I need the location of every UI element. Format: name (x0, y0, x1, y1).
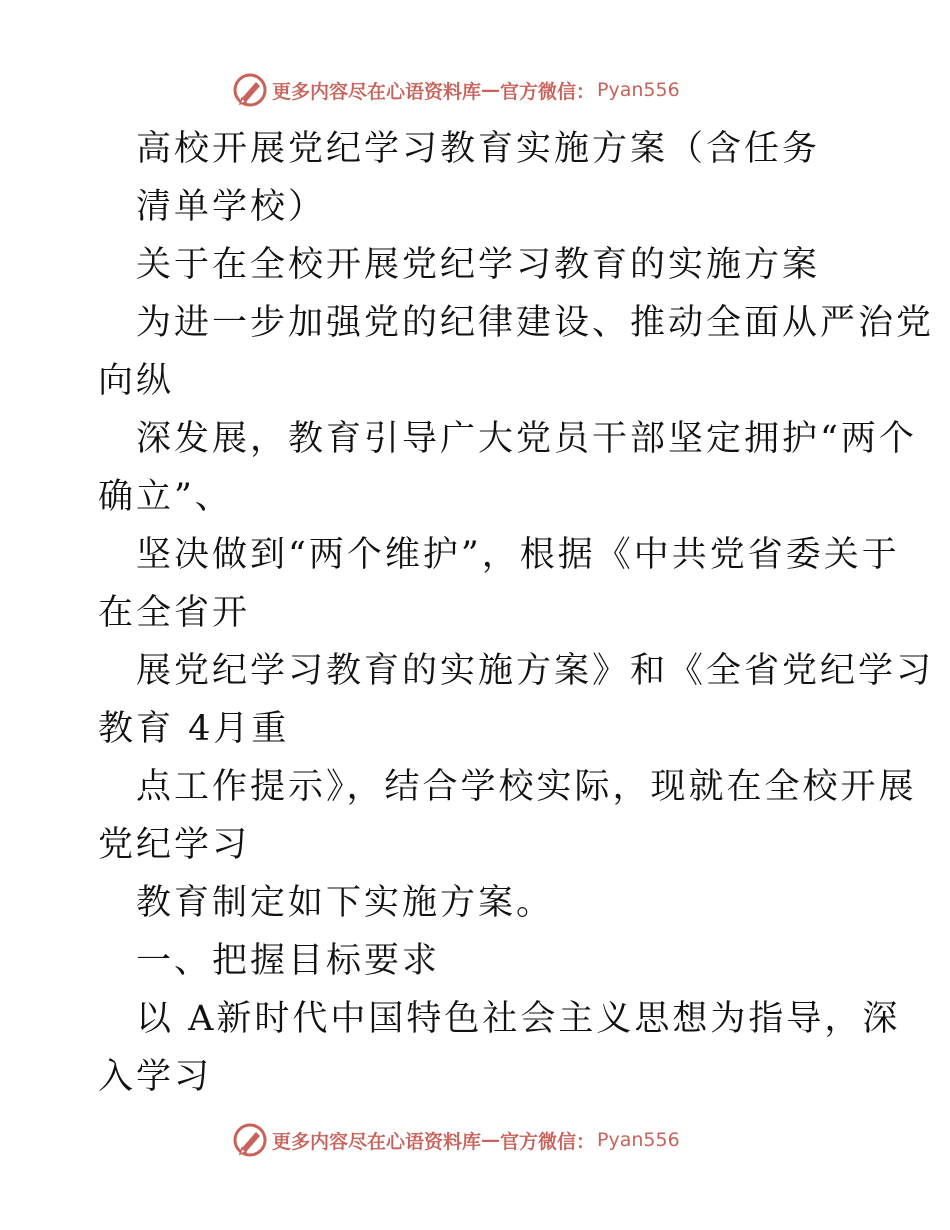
pen-logo-icon (232, 72, 268, 108)
watermark-text: 更多内容尽在心语资料库 (272, 80, 482, 103)
document-line: 为进一步加强党的纪律建设、推动全面从严治党 (136, 303, 935, 343)
document-line: 一、把握目标要求 (136, 941, 441, 981)
document-line: 深发展，教育引导广大党员干部坚定拥护“两个 (136, 419, 917, 459)
document-line: 教育制定如下实施方案。 (136, 883, 555, 923)
document-line: 教育 4月重 (98, 709, 290, 749)
watermark-text: 更多内容尽在心语资料库 (272, 1130, 482, 1153)
watermark-suffix: 官方微信： (500, 80, 596, 103)
document-line: 坚决做到“两个维护”，根据《中共党省委关于 (136, 535, 900, 575)
pen-logo-icon (232, 1122, 268, 1158)
watermark-separator: — (481, 1129, 501, 1151)
document-line: 点工作提示》，结合学校实际，现就在全校开展 (136, 767, 917, 807)
document-line: 确立”、 (98, 477, 233, 517)
document-line: 关于在全校开展党纪学习教育的实施方案 (136, 245, 821, 285)
watermark-separator: — (481, 79, 501, 101)
document-body (98, 120, 935, 1106)
watermark-footer (232, 1122, 680, 1158)
document-line: 在全省开 (98, 593, 251, 633)
watermark-account: Pyan556 (597, 79, 680, 101)
document-line: 展党纪学习教育的实施方案》和《全省党纪学习 (136, 651, 935, 691)
document-line: 以 A新时代中国特色社会主义思想为指导，深 (136, 999, 901, 1039)
document-line: 高校开展党纪学习教育实施方案（含任务 (136, 129, 821, 169)
document-line: 清单学校） (136, 187, 327, 227)
document-line: 入学习 (98, 1057, 213, 1097)
watermark-account: Pyan556 (597, 1129, 680, 1151)
watermark-suffix: 官方微信： (500, 1130, 596, 1153)
watermark-header (232, 72, 680, 108)
document-line: 向纵 (98, 361, 175, 401)
document-line: 党纪学习 (98, 825, 251, 865)
